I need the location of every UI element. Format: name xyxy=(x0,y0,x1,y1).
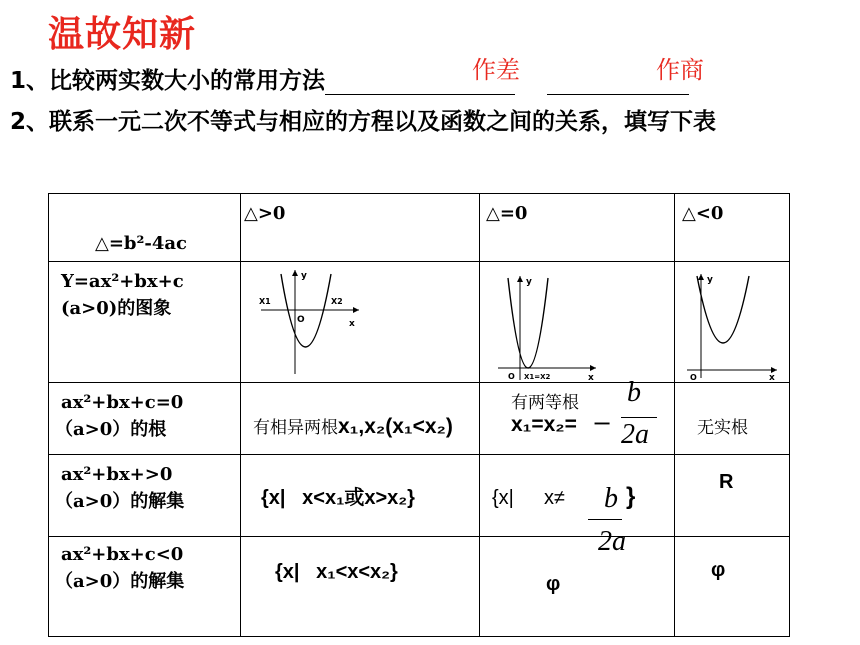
g1-x: x xyxy=(349,319,355,329)
no-real-roots-text: 无实根 xyxy=(697,418,748,438)
row-label-graph xyxy=(49,262,241,383)
parabola-two-roots-graph xyxy=(257,266,367,376)
parabola-no-root-graph xyxy=(685,270,785,380)
greater-cell-negative xyxy=(675,455,790,537)
roots-cell-zero xyxy=(480,377,675,455)
fraction-denominator: 2a xyxy=(621,419,649,450)
header-discriminant xyxy=(49,194,241,262)
minus-sign: − xyxy=(592,409,613,437)
g3-o: O xyxy=(690,373,697,380)
less-label-line2: （a>0）的解集 xyxy=(55,571,185,592)
less-cell-positive xyxy=(241,537,480,637)
all-reals: R xyxy=(719,471,734,493)
greater-label-line1: ax²+bx+>0 xyxy=(61,464,173,485)
question-1 xyxy=(10,62,689,95)
empty-set-negative: φ xyxy=(711,559,726,581)
g3-x: x xyxy=(769,373,775,380)
row-label-line2: (a>0)的图象 xyxy=(61,298,172,319)
table-row-roots xyxy=(49,383,790,455)
roots-label-line2: （a>0）的根 xyxy=(55,419,167,440)
page-title: 温故知新 xyxy=(48,14,197,55)
greater-set-zero-left: {x| xyxy=(492,487,514,509)
table-header-row xyxy=(49,194,790,262)
g2-x1x2: X1=X2 xyxy=(524,373,551,381)
delta-positive-label: △>0 xyxy=(244,203,286,224)
table-row-graph xyxy=(49,262,790,383)
g2-x: x xyxy=(588,373,594,382)
roots-cell-negative xyxy=(675,383,790,455)
g3-y: y xyxy=(707,275,713,285)
greater-fraction-numerator: b xyxy=(604,483,618,514)
delta-zero-label: △=0 xyxy=(486,203,528,224)
roots-cell-positive xyxy=(241,383,480,455)
less-cell-zero xyxy=(480,537,675,637)
less-cell-negative xyxy=(675,537,790,637)
graph-cell-positive xyxy=(241,262,480,383)
roots-label-line1: ax²+bx+c=0 xyxy=(61,392,184,413)
answer-1: 作差 xyxy=(472,56,520,84)
table-row-less xyxy=(49,537,790,637)
greater-set-zero-right: } xyxy=(626,483,636,510)
distinct-roots-math: x₁,x₂(x₁<x₂) xyxy=(338,415,453,438)
row-label-less xyxy=(49,537,241,637)
greater-fraction-bar xyxy=(588,519,622,520)
table-row-greater xyxy=(49,455,790,537)
g1-y: y xyxy=(301,271,307,281)
less-label-line1: ax²+bx+c<0 xyxy=(61,544,184,565)
g1-o: O xyxy=(297,315,305,325)
empty-set-zero: φ xyxy=(546,573,561,595)
equal-roots-math: x₁=x₂= xyxy=(511,413,577,436)
greater-set-positive: {x| x<x₁或x>x₂} xyxy=(261,487,415,509)
answer-2: 作商 xyxy=(656,56,704,84)
relationship-table xyxy=(48,193,790,637)
header-negative xyxy=(675,194,790,262)
g2-o: O xyxy=(508,372,515,381)
greater-set-zero-mid: x≠ xyxy=(544,487,565,509)
fraction-numerator: b xyxy=(627,377,641,408)
greater-label-line2: （a>0）的解集 xyxy=(55,491,185,512)
greater-cell-positive xyxy=(241,455,480,537)
greater-cell-zero xyxy=(480,455,675,537)
graph-cell-negative xyxy=(675,262,790,383)
row-label-greater xyxy=(49,455,241,537)
row-label-roots xyxy=(49,383,241,455)
delta-negative-label: △<0 xyxy=(682,203,724,224)
distinct-roots-text: 有相异两根 xyxy=(253,418,338,438)
question-1-text: 1、比较两实数大小的常用方法 xyxy=(10,68,326,94)
header-zero xyxy=(480,194,675,262)
graph-cell-zero xyxy=(480,262,675,383)
g1-x1: X1 xyxy=(259,297,271,306)
row-label-line1: Y=ax²+bx+c xyxy=(61,271,184,292)
greater-fraction-denominator: 2a xyxy=(598,526,626,557)
parabola-double-root-graph xyxy=(494,272,604,382)
header-positive xyxy=(241,194,480,262)
discriminant-label: △=b²-4ac xyxy=(95,233,188,254)
question-2: 2、联系一元二次不等式与相应的方程以及函数之间的关系，填写下表 xyxy=(10,109,717,135)
fraction-bar xyxy=(621,417,657,418)
less-set-positive: {x| x₁<x<x₂} xyxy=(275,561,398,583)
equal-roots-text: 有两等根 xyxy=(511,393,579,413)
g1-x2: X2 xyxy=(331,297,343,306)
g2-y: y xyxy=(526,277,532,287)
